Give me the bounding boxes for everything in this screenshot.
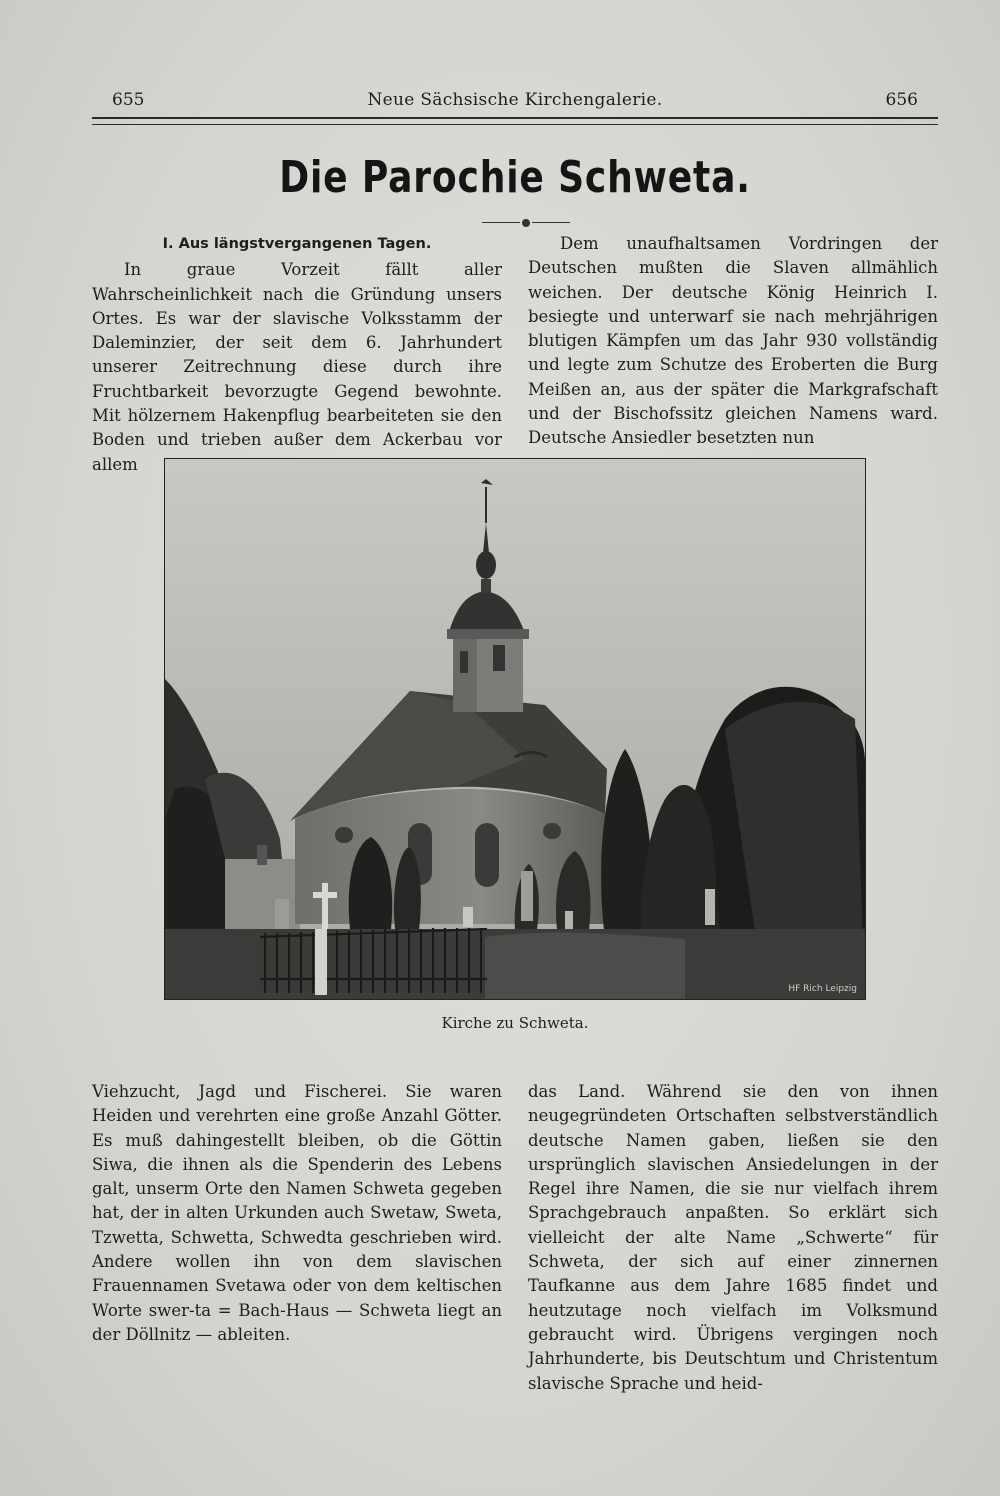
page-header — [92, 86, 938, 116]
column-bottom-right — [528, 1080, 938, 1396]
column-top-right — [528, 232, 938, 451]
running-head: Neue Sächsische Kirchengalerie. — [367, 90, 663, 110]
paragraph-top-left: In graue Vorzeit fällt aller Wahrscheinlichkeit nach die Gründung unsers Ortes. Es war der slavische Volksstamm der Daleminzier, der seit dem 6. Jahrhundert unserer Zeitrechnung diese durch ihre Fruchtbarkeit bevorzugte Gegend bewohnte. Mit hölzernem Hakenpflug bearbeiteten sie den Boden und trieben außer dem Ackerbau vor allem — [92, 260, 502, 474]
page-number-left: 655 — [112, 90, 145, 110]
section-heading: I. Aus längstvergangenen Tagen. — [162, 236, 432, 252]
church-photograph — [164, 458, 866, 1000]
article-title: Die Parochie Schweta. — [279, 152, 751, 203]
paragraph-bottom-right: das Land. Während sie den von ihnen neugegründeten Ortschaften selbstverständlich deutsche Namen gaben, ließen sie den ursprünglich slavischen Ansiedelungen in der Regel ihre Namen, die sie nur vielfach ihrem Sprachgebrauch anpaßten. So erklärt sich vielleicht der alte Name „Schwerte“ für Schweta, der sich auf einer zinnernen Taufkanne aus dem Jahre 1685 findet und heutzutage noch vielfach im Volksmund gebraucht wird. Übrigens vergingen noch Jahrhunderte, bis Deutschtum und Christentum slavische Sprache und heid- — [528, 1082, 938, 1393]
header-rule — [92, 117, 938, 125]
title-ornament — [482, 219, 570, 227]
paragraph-top-right: Dem unaufhaltsamen Vordringen der Deutschen mußten die Slaven allmählich weichen. Der deutsche König Heinrich I. besiegte und unterwarf sie nach mehrjährigen blutigen Kämpfen um das Jahr 930 vollständig und legte zum Schutze des Eroberten die Burg Meißen an, aus der später die Markgrafschaft und der Bischofssitz gleichen Namens ward. Deutsche Ansiedler besetzten nun — [528, 234, 938, 448]
column-top-left — [92, 232, 502, 477]
page-number-right: 656 — [885, 90, 918, 110]
paragraph-bottom-left: Viehzucht, Jagd und Fischerei. Sie waren Heiden und verehrten eine große Anzahl Götter. Es muß dahingestellt bleiben, ob die Göttin Siwa, die ihnen als die Spenderin des Lebens galt, unserm Orte den Namen Schweta gegeben hat, der in alten Urkunden auch Swetaw, Sweta, Tzwetta, Schwetta, Schwedta geschrieben wird. Andere wollen ihn von dem slavischen Frauennamen Svetawa oder von dem keltischen Worte swer-ta = Bach-Haus — Schweta liegt an der Döllnitz — ableiten. — [92, 1082, 502, 1344]
figure-caption: Kirche zu Schweta. — [441, 1014, 589, 1032]
photo-credit: HF Rich Leipzig — [788, 984, 857, 994]
column-bottom-left — [92, 1080, 502, 1347]
